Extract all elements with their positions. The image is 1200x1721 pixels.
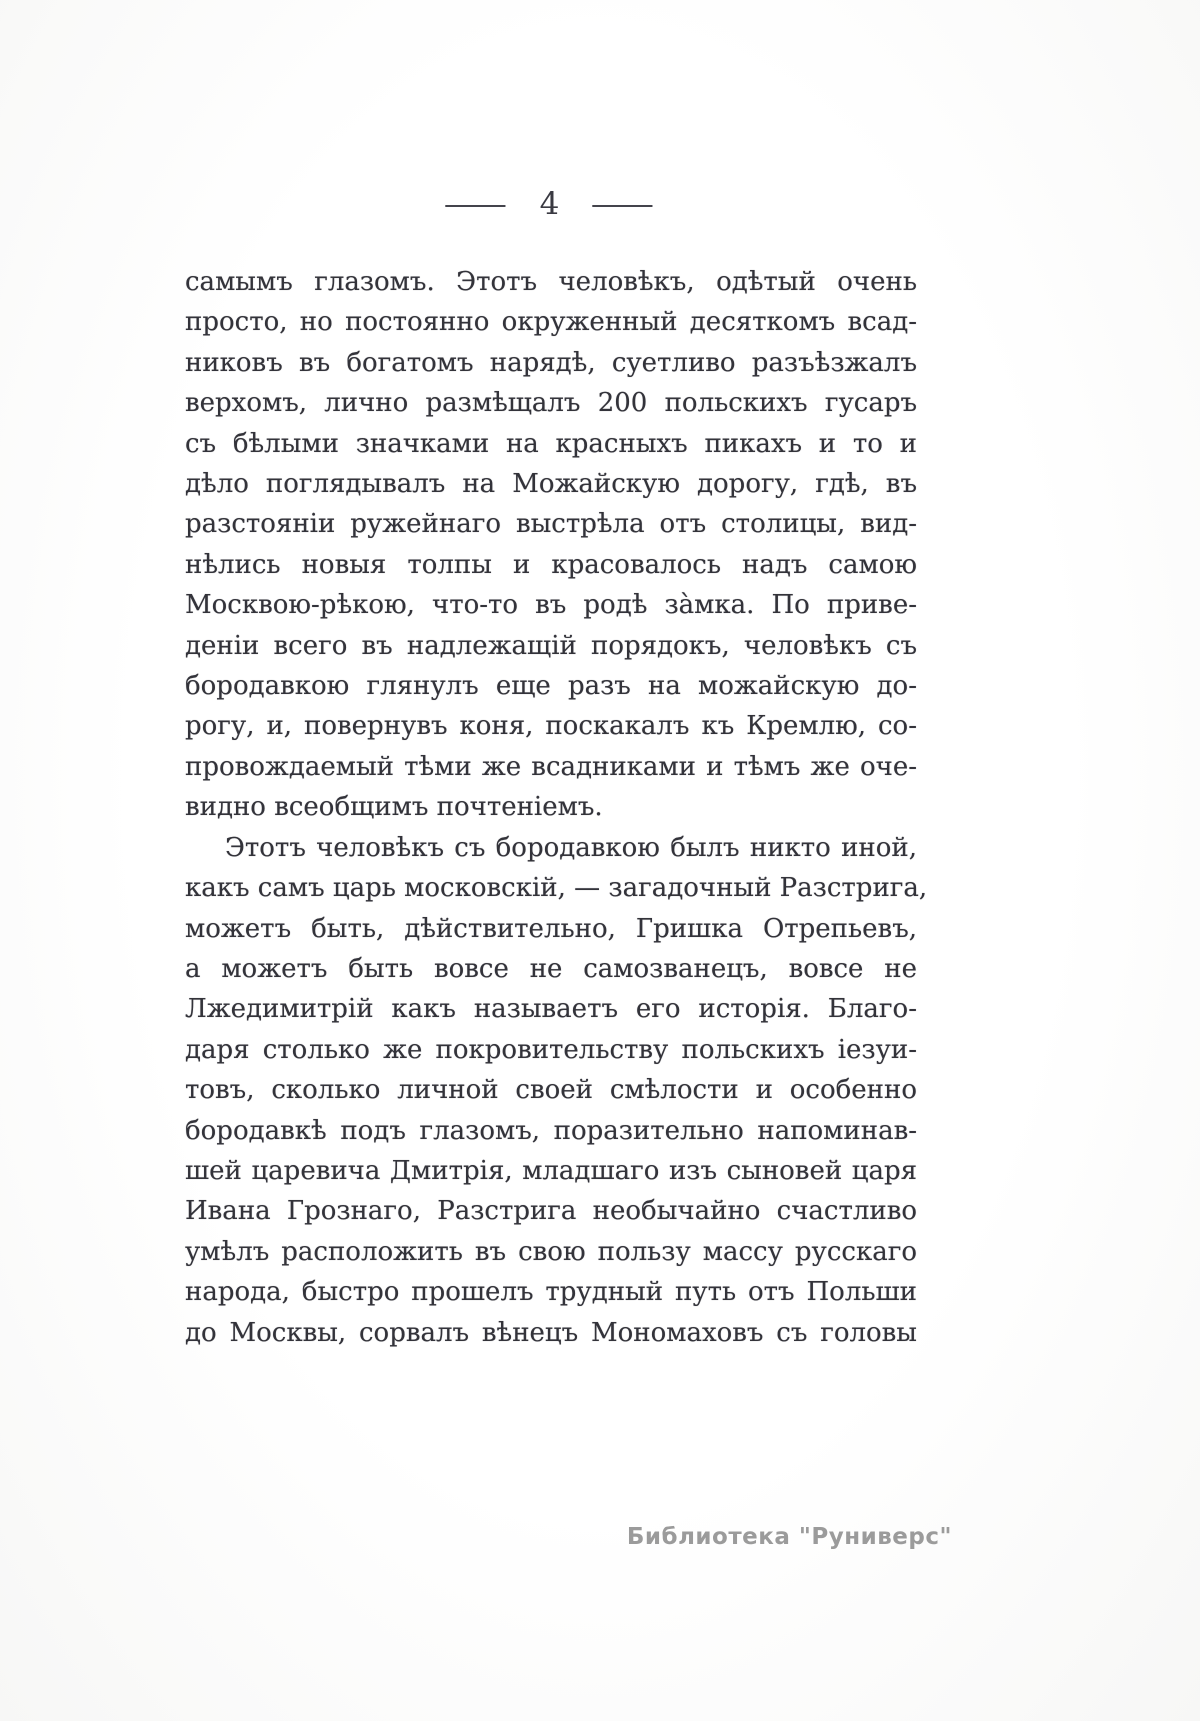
text-line: народа, быстро прошелъ трудный путь отъ Польши bbox=[185, 1277, 917, 1308]
text-line: нѣлись новыя толпы и красовалось надъ самою bbox=[185, 549, 917, 580]
page-header bbox=[185, 186, 915, 222]
header-dash-left: — bbox=[442, 187, 511, 222]
text-line: видно всеобщимъ почтеніемъ. bbox=[185, 792, 603, 823]
text-line: деніи всего въ надлежащій порядокъ, человѣкъ съ bbox=[185, 630, 917, 661]
page-number: 4 bbox=[539, 186, 561, 222]
text-line: бородавкою глянулъ еще разъ на можайскую до- bbox=[185, 671, 917, 702]
text-line: какъ самъ царь московскій, — загадочный Разстрига, bbox=[185, 873, 928, 904]
text-line: товъ, сколько личной своей смѣлости и особенно bbox=[185, 1075, 917, 1106]
library-watermark: Библиотека "Руниверс" bbox=[626, 1524, 952, 1550]
text-line: верхомъ, лично размѣщалъ 200 польскихъ гусаръ bbox=[185, 388, 917, 419]
text-line: умѣлъ расположить въ свою пользу массу русскаго bbox=[185, 1236, 917, 1267]
text-line: никовъ въ богатомъ нарядѣ, суетливо разъѣзжалъ bbox=[185, 347, 917, 378]
text-line: шей царевича Дмитрія, младшаго изъ сыновей царя bbox=[185, 1155, 917, 1186]
text-line: Ивана Грознаго, Разстрига необычайно счастливо bbox=[185, 1196, 917, 1227]
text-line: Лжедимитрій какъ называетъ его исторія. Благо- bbox=[185, 994, 917, 1025]
header-dash-right: — bbox=[589, 187, 658, 222]
text-line: даря столько же покровительству польскихъ іезуи- bbox=[185, 1034, 917, 1065]
text-line: а можетъ быть вовсе не самозванецъ, вовсе не bbox=[185, 953, 917, 984]
text-line: дѣло поглядывалъ на Можайскую дорогу, гдѣ, въ bbox=[185, 469, 917, 500]
text-line: провождаемый тѣми же всадниками и тѣмъ же оче- bbox=[185, 751, 917, 782]
text-line: Москвою-рѣкою, что-то въ родѣ за̀мка. По приве- bbox=[185, 590, 917, 621]
text-line: Этотъ человѣкъ съ бородавкою былъ никто иной, bbox=[225, 832, 917, 863]
text-line: просто, но постоянно окруженный десяткомъ всад- bbox=[185, 307, 917, 338]
text-line: бородавкѣ подъ глазомъ, поразительно напоминав- bbox=[185, 1115, 917, 1146]
text-line: самымъ глазомъ. Этотъ человѣкъ, одѣтый очень bbox=[185, 267, 917, 297]
text-line: рогу, и, повернувъ коня, поскакалъ къ Кремлю, со- bbox=[185, 711, 917, 742]
text-line: до Москвы, сорвалъ вѣнецъ Мономаховъ съ головы bbox=[185, 1317, 917, 1348]
text-line: разстояніи ружейнаго выстрѣла отъ столицы, вид- bbox=[185, 509, 917, 540]
text-block bbox=[185, 262, 928, 1353]
text-line: съ бѣлыми значками на красныхъ пикахъ и то и bbox=[185, 428, 917, 459]
text-line: можетъ быть, дѣйствительно, Гришка Отрепьевъ, bbox=[185, 913, 917, 944]
